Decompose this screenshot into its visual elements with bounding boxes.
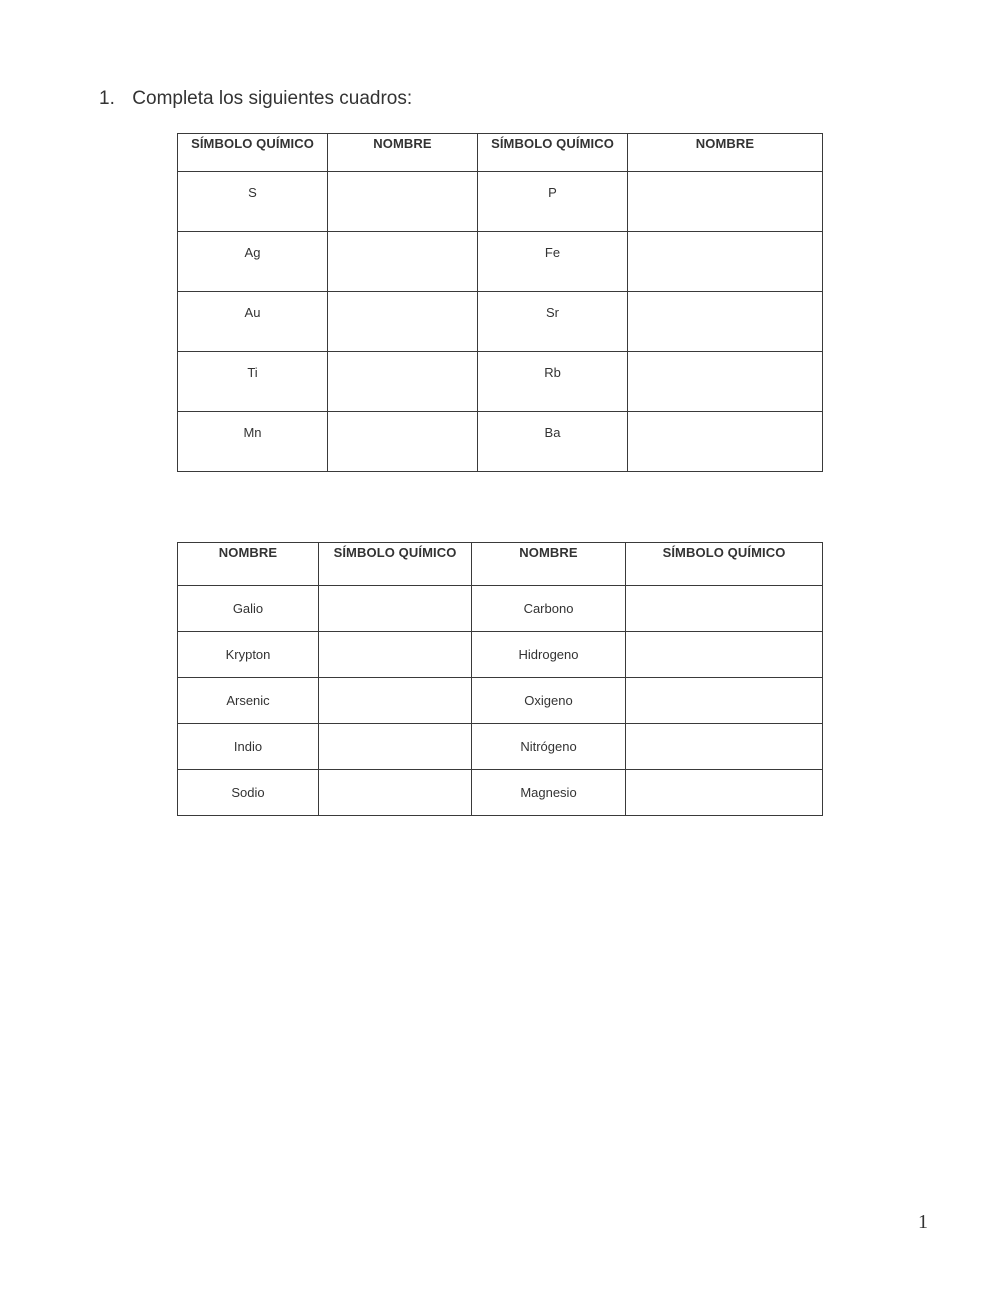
instruction-text: Completa los siguientes cuadros: (132, 88, 413, 109)
symbol-cell: Ba (478, 412, 628, 472)
name-cell: Magnesio (472, 770, 626, 816)
name-answer-cell[interactable] (328, 292, 478, 352)
name-answer-cell[interactable] (628, 412, 823, 472)
name-cell: Sodio (178, 770, 319, 816)
symbol-answer-cell[interactable] (319, 678, 472, 724)
table-row (178, 352, 823, 412)
symbol-cell: Sr (478, 292, 628, 352)
symbol-cell: P (478, 172, 628, 232)
names-to-symbols-table (177, 542, 823, 816)
name-cell: Krypton (178, 632, 319, 678)
symbol-cell: Au (178, 292, 328, 352)
table-header-row (178, 543, 823, 586)
table-row (178, 232, 823, 292)
table-row (178, 770, 823, 816)
column-header: NOMBRE (628, 134, 823, 172)
symbol-cell: Fe (478, 232, 628, 292)
column-header: SÍMBOLO QUÍMICO (319, 543, 472, 586)
instruction-number: 1. (99, 88, 115, 109)
symbol-answer-cell[interactable] (319, 632, 472, 678)
symbol-answer-cell[interactable] (626, 632, 823, 678)
symbol-answer-cell[interactable] (626, 724, 823, 770)
name-cell: Hidrogeno (472, 632, 626, 678)
name-answer-cell[interactable] (328, 352, 478, 412)
symbol-cell: Ti (178, 352, 328, 412)
instruction (99, 88, 412, 110)
column-header: SÍMBOLO QUÍMICO (626, 543, 823, 586)
name-cell: Arsenic (178, 678, 319, 724)
symbol-answer-cell[interactable] (626, 770, 823, 816)
symbol-answer-cell[interactable] (319, 586, 472, 632)
name-answer-cell[interactable] (628, 292, 823, 352)
column-header: SÍMBOLO QUÍMICO (178, 134, 328, 172)
symbol-cell: Rb (478, 352, 628, 412)
column-header: NOMBRE (328, 134, 478, 172)
name-answer-cell[interactable] (328, 172, 478, 232)
symbol-answer-cell[interactable] (626, 678, 823, 724)
column-header: NOMBRE (472, 543, 626, 586)
name-cell: Galio (178, 586, 319, 632)
symbol-answer-cell[interactable] (319, 724, 472, 770)
column-header: SÍMBOLO QUÍMICO (478, 134, 628, 172)
symbols-to-names-table (177, 133, 823, 472)
name-cell: Oxigeno (472, 678, 626, 724)
table-row (178, 412, 823, 472)
name-cell: Carbono (472, 586, 626, 632)
page-number: 1 (918, 1211, 928, 1233)
table-header-row (178, 134, 823, 172)
column-header: NOMBRE (178, 543, 319, 586)
table-row (178, 172, 823, 232)
name-cell: Indio (178, 724, 319, 770)
name-answer-cell[interactable] (628, 172, 823, 232)
symbol-answer-cell[interactable] (319, 770, 472, 816)
table-row (178, 724, 823, 770)
table-row (178, 678, 823, 724)
name-cell: Nitrógeno (472, 724, 626, 770)
symbol-answer-cell[interactable] (626, 586, 823, 632)
table-row (178, 586, 823, 632)
table-row (178, 632, 823, 678)
name-answer-cell[interactable] (628, 232, 823, 292)
name-answer-cell[interactable] (628, 352, 823, 412)
symbol-cell: Ag (178, 232, 328, 292)
symbol-cell: Mn (178, 412, 328, 472)
name-answer-cell[interactable] (328, 412, 478, 472)
symbol-cell: S (178, 172, 328, 232)
table-row (178, 292, 823, 352)
name-answer-cell[interactable] (328, 232, 478, 292)
